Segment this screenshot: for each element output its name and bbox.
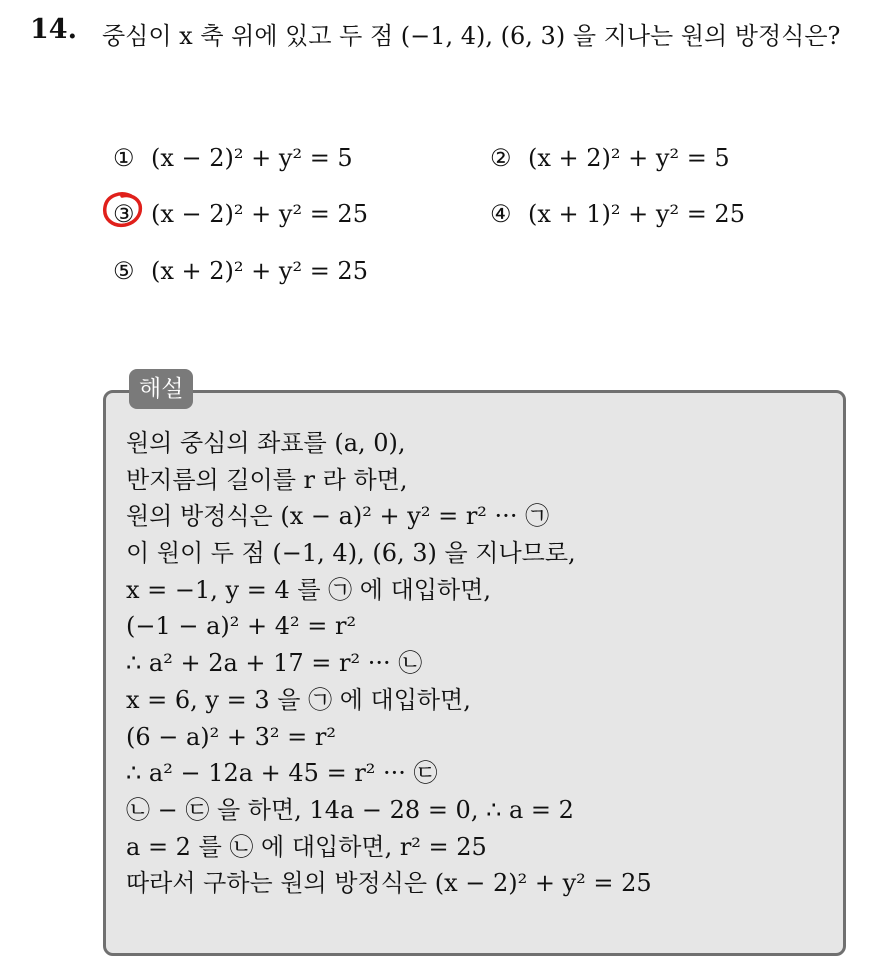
solution-line: (−1 − a)² + 4² = r² xyxy=(126,612,357,641)
solution-label: 해설 xyxy=(129,369,193,409)
choice-1-expression: (x − 2)² + y² = 5 xyxy=(151,144,353,172)
choice-3-expression: (x − 2)² + y² = 25 xyxy=(151,200,368,228)
choice-4-expression: (x + 1)² + y² = 25 xyxy=(528,200,745,228)
solution-line: 원의 방정식은 (x − a)² + y² = r² ··· ㉠ xyxy=(126,502,550,531)
choice-2-expression: (x + 2)² + y² = 5 xyxy=(528,144,730,172)
choice-5-number: ⑤ xyxy=(113,257,135,285)
solution-line: 따라서 구하는 원의 방정식은 (x − 2)² + y² = 25 xyxy=(126,869,652,898)
choice-3-number: ③ xyxy=(113,200,135,228)
choice-3[interactable] xyxy=(113,198,368,230)
choice-5[interactable] xyxy=(113,255,368,287)
question-text: 중심이 x 축 위에 있고 두 점 (−1, 4), (6, 3) 을 지나는 원의 방정식은? xyxy=(102,22,841,50)
choice-1[interactable] xyxy=(113,142,353,174)
solution-lines xyxy=(126,425,652,902)
choice-5-expression: (x + 2)² + y² = 25 xyxy=(151,257,368,285)
question-number: 14. xyxy=(30,14,77,45)
choice-2[interactable] xyxy=(490,142,730,174)
solution-line: x = 6, y = 3 을 ㉠ 에 대입하면, xyxy=(126,685,471,714)
choice-4[interactable] xyxy=(490,198,745,230)
solution-line: 이 원이 두 점 (−1, 4), (6, 3) 을 지나므로, xyxy=(126,539,576,568)
solution-line: 원의 중심의 좌표를 (a, 0), xyxy=(126,429,406,457)
solution-line: ∴ a² − 12a + 45 = r² ··· ㉢ xyxy=(126,759,438,788)
choice-1-number: ① xyxy=(113,144,135,172)
solution-line: ∴ a² + 2a + 17 = r² ··· ㉡ xyxy=(126,649,423,678)
choice-4-number: ④ xyxy=(490,200,512,228)
solution-line: (6 − a)² + 3² = r² xyxy=(126,722,337,751)
solution-line: ㉡ − ㉢ 을 하면, 14a − 28 = 0, ∴ a = 2 xyxy=(126,795,574,824)
choice-2-number: ② xyxy=(490,144,512,172)
solution-line: 반지름의 길이를 r 라 하면, xyxy=(126,465,408,494)
solution-line: x = −1, y = 4 를 ㉠ 에 대입하면, xyxy=(126,575,491,604)
solution-line: a = 2 를 ㉡ 에 대입하면, r² = 25 xyxy=(126,832,487,861)
